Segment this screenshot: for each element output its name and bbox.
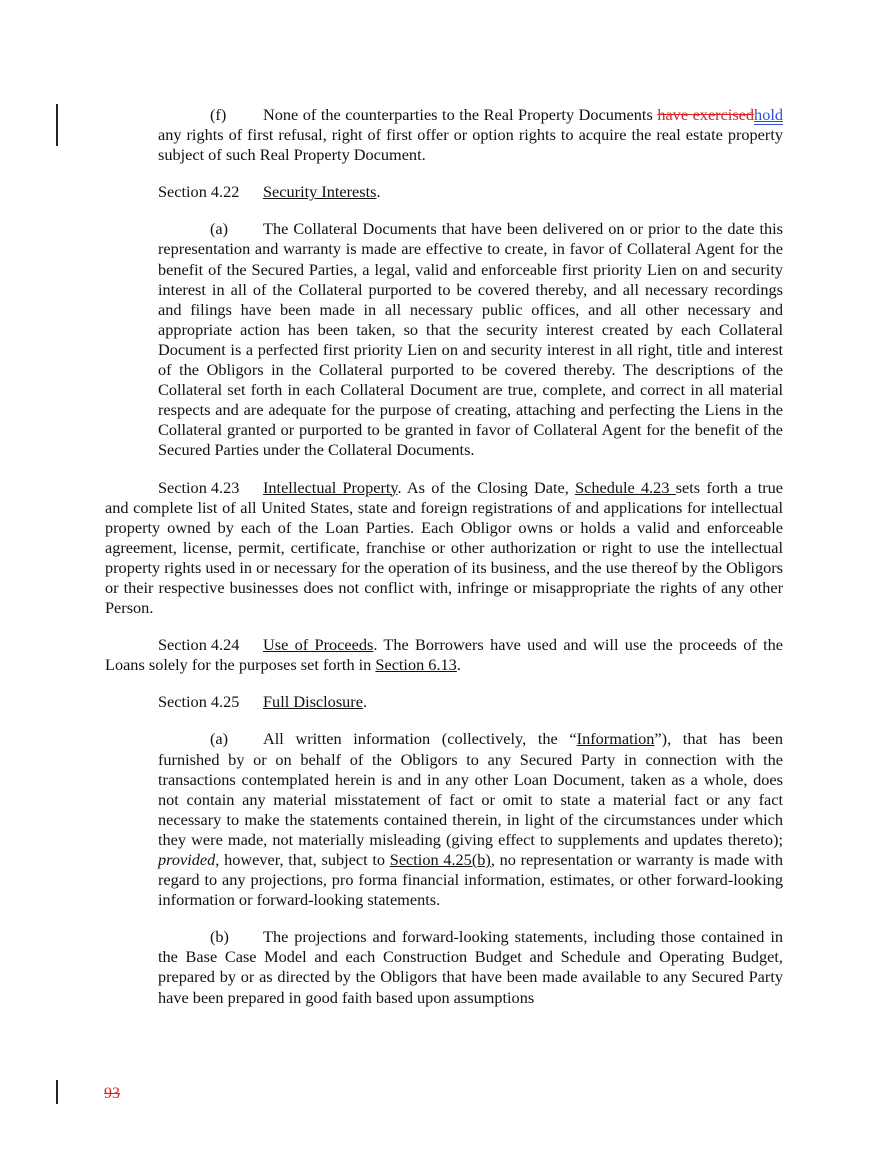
paragraph-4-25-b: (b) The projections and forward-looking statements, including those contained in the Base Case Model and each Construction Budget and Schedule and Operating Budget, prepared by or as directed by the Obligors that have been made available to any Secured Party have been prepared in good faith based upon assumptions xyxy=(158,927,783,1007)
provided-term: provided xyxy=(158,850,216,869)
paragraph-4-25-a: (a) All written information (collectively, the “Information”), that has been furnished by or on behalf of the Obligors to any Secured Party in connection with the transactions contemplated herein is and in any other Loan Document, taken as a whole, does not contain any material misstatement of fact or omit to state a material fact or any fact necessary to make the statements contained therein, in light of the circumstances under which they were made, not materially misleading (giving effect to supplements and updates thereto); provided, however, that, subject to Section 4.25(b), no representation or warranty is made with regard to any projections, pro forma financial information, estimates, or other forward-looking information or forward-looking statements. xyxy=(158,729,784,910)
section-4-24: Section 4.24 Use of Proceeds. The Borrowers have used and will use the proceeds of the Loans solely for the purposes set forth in Section 6.13. xyxy=(105,635,783,675)
section-title: Full Disclosure xyxy=(263,692,363,712)
paragraph-label: (a) xyxy=(210,729,229,749)
defined-term: Information xyxy=(576,729,655,749)
schedule-reference: Schedule 4.23 xyxy=(575,477,676,497)
paragraph-label: (a) xyxy=(210,219,229,239)
paragraph-label: (f) xyxy=(210,105,227,124)
document-body xyxy=(105,105,783,1025)
page-number: 93 xyxy=(104,1085,120,1102)
deleted-text: have exercised xyxy=(657,105,755,124)
change-bar-bottom xyxy=(56,1080,58,1104)
inserted-text: hold xyxy=(754,105,783,124)
section-4-23: Section 4.23 Intellectual Property. As of the Closing Date, Schedule 4.23 sets forth a true and complete list of all United States, state and foreign registrations of and applications for intellectual property owned by each of the Loan Parties. Each Obligor owns or holds a valid and enforceable agreement, license, permit, certificate, franchise or other authorization or right to use the intellectual property rights used in or necessary for the operation of its business, and the use thereof by the Obligors or their respective businesses does not conflict with, infringe or misappropriate the rights of any other Person. xyxy=(105,477,784,618)
change-bar-top xyxy=(56,104,58,146)
paragraph-label: (b) xyxy=(210,927,229,947)
section-4-22-heading: Section 4.22 Security Interests. xyxy=(158,182,381,202)
section-title: Intellectual Property xyxy=(263,477,398,497)
section-title: Security Interests xyxy=(263,182,377,202)
paragraph-f: (f) None of the counterparties to the Real Property Documents have exercisedhold any rights of first refusal, right of first offer or option rights to acquire the real estate property subject of such Real Property Document. xyxy=(158,105,783,165)
section-title: Use of Proceeds xyxy=(263,635,374,655)
section-4-25-heading: Section 4.25 Full Disclosure. xyxy=(158,692,368,712)
section-reference: Section 6.13 xyxy=(375,655,457,675)
paragraph-4-22-a: (a) The Collateral Documents that have been delivered on or prior to the date this representation and warranty is made are effective to create, in favor of Collateral Agent for the benefit of the Secured Parties, a legal, valid and enforceable first priority Lien on and security interest in all of the Collateral purported to be covered thereby, and all necessary recordings and filings have been made in all necessary public offices, and all other necessary and appropriate action has been taken, so that the security interest created by each Collateral Document is a perfected first priority Lien on and security interest in all right, title and interest of the Obligors in the Collateral purported to be covered thereby. The descriptions of the Collateral set forth in each Collateral Document are true, complete, and correct in all material respects and are adequate for the purpose of creating, attaching and perfecting the Liens in the Collateral granted or purported to be granted in favor of Collateral Agent for the benefit of the Secured Parties under the Collateral Documents. xyxy=(158,219,783,460)
section-reference: Section 4.25(b) xyxy=(389,850,491,869)
